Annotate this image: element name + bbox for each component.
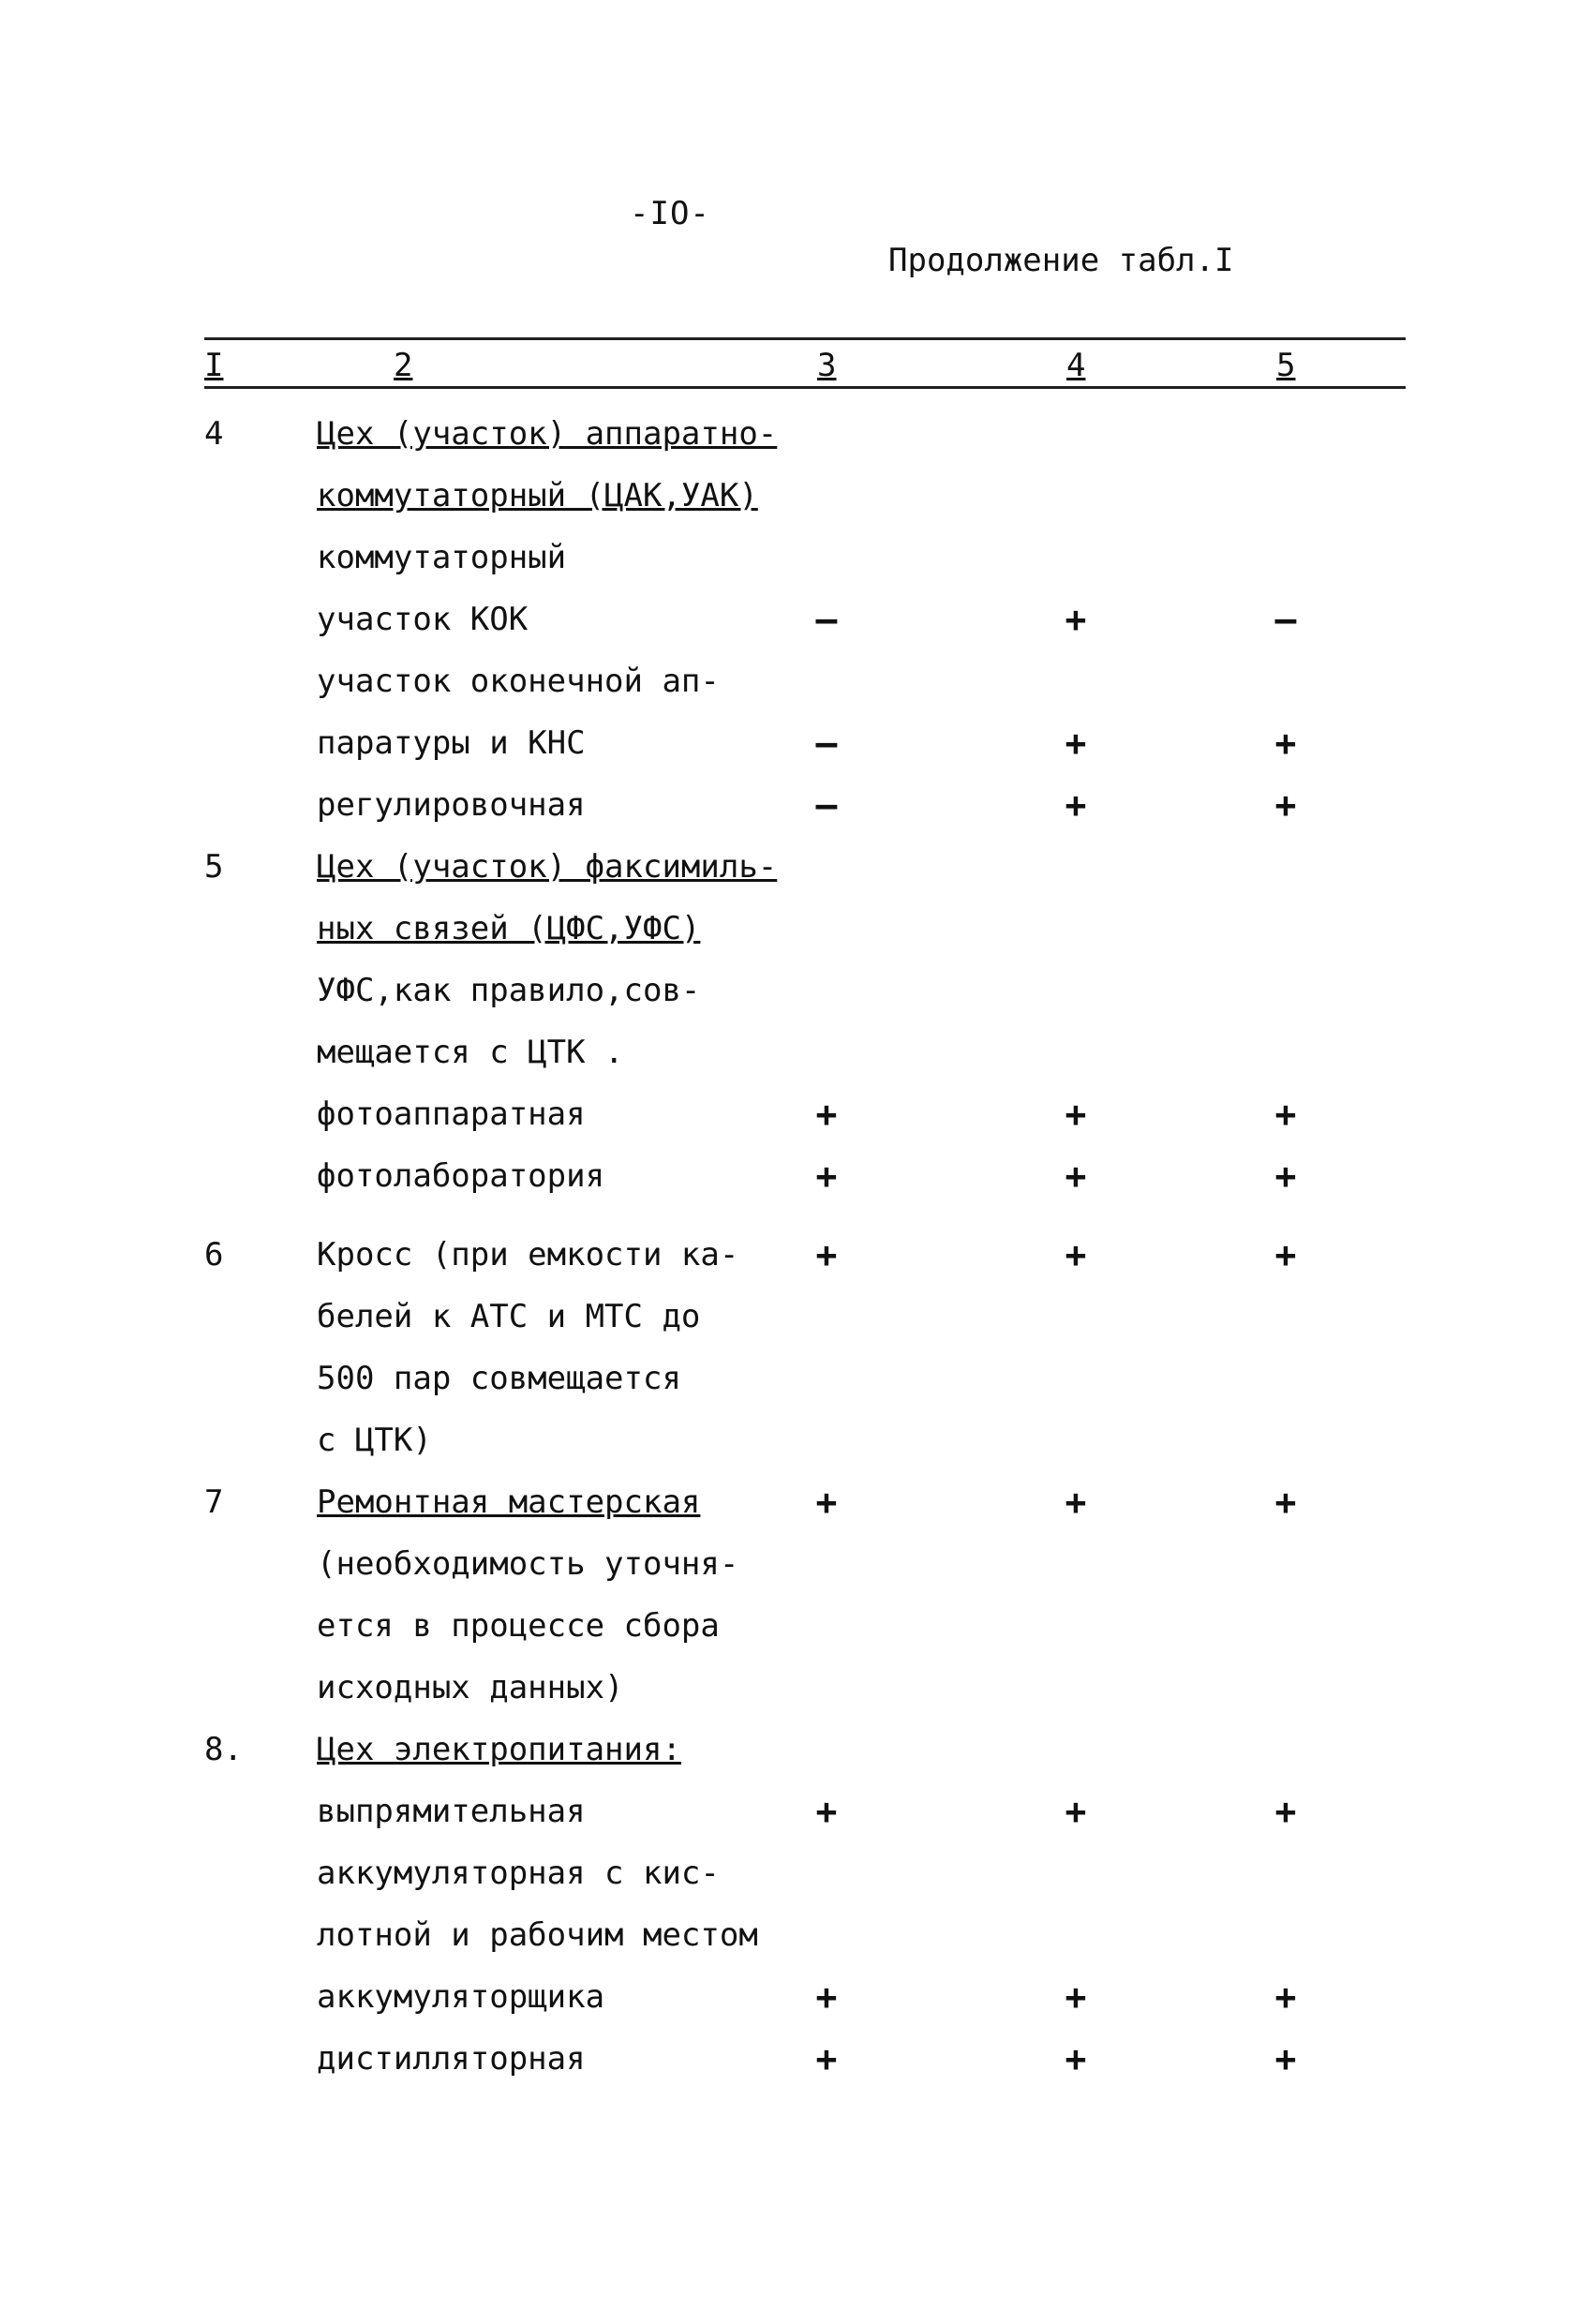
- mark-c4: +: [1065, 1234, 1087, 1275]
- row-description: Цех (участок) аппаратно-: [317, 415, 778, 453]
- row-description: дистилляторная: [317, 2040, 586, 2078]
- row-description: коммутаторный: [317, 539, 567, 576]
- row-description: фотолаборатория: [317, 1157, 605, 1195]
- row-description: регулировочная: [317, 786, 586, 824]
- mark-c3: +: [815, 1976, 838, 2018]
- row-description: исходных данных): [317, 1669, 624, 1706]
- mark-c5: +: [1274, 1155, 1297, 1197]
- table-row: [0, 1021, 1594, 1083]
- col-header-1: I: [204, 347, 224, 384]
- mark-c5: +: [1274, 784, 1297, 826]
- row-description: Цех (участок) факсимиль-: [317, 848, 778, 886]
- table-row: [0, 650, 1594, 712]
- mark-c4: +: [1065, 723, 1087, 764]
- table-row: [0, 1533, 1594, 1595]
- row-description: выпрямительная: [317, 1793, 586, 1830]
- row-description: мещается с ЦТК .: [317, 1034, 624, 1071]
- row-description: коммутаторный (ЦАК,УАК): [317, 477, 758, 514]
- mark-c4: +: [1065, 599, 1087, 640]
- table-row: [0, 527, 1594, 588]
- row-description: участок КОК: [317, 601, 529, 638]
- table-top-rule: [204, 337, 1406, 340]
- mark-c3: +: [815, 1094, 838, 1135]
- row-description: аккумуляторная с кис-: [317, 1855, 720, 1892]
- mark-c4: +: [1065, 1094, 1087, 1135]
- table-row: [0, 836, 1594, 898]
- mark-c4: +: [1065, 1791, 1087, 1832]
- table-row: [0, 1842, 1594, 1904]
- table-row: [0, 2028, 1594, 2090]
- mark-c4: +: [1065, 1976, 1087, 2018]
- mark-c3: +: [815, 1791, 838, 1832]
- row-description: аккумуляторщика: [317, 1978, 605, 2016]
- mark-c4: +: [1065, 784, 1087, 826]
- row-description: Кросс (при емкости ка-: [317, 1236, 739, 1274]
- mark-c3: –: [815, 599, 838, 640]
- mark-c4: +: [1065, 1482, 1087, 1523]
- row-description: ных связей (ЦФС,УФС): [317, 910, 701, 947]
- table-row: [0, 1780, 1594, 1842]
- table-row: [0, 1348, 1594, 1409]
- table-row: [0, 1595, 1594, 1657]
- mark-c3: +: [815, 1234, 838, 1275]
- table-row: [0, 1904, 1594, 1966]
- row-description: паратуры и КНС: [317, 724, 586, 762]
- mark-c5: +: [1274, 1234, 1297, 1275]
- table-row: [0, 1409, 1594, 1471]
- mark-c3: –: [815, 723, 838, 764]
- row-number: 6: [204, 1236, 224, 1274]
- table-row: [0, 1471, 1594, 1533]
- table-row: [0, 403, 1594, 465]
- table-row: [0, 1966, 1594, 2028]
- table-row: [0, 1145, 1594, 1207]
- mark-c5: +: [1274, 1482, 1297, 1523]
- table-row: [0, 1286, 1594, 1348]
- table-row: [0, 588, 1594, 650]
- row-number: 7: [204, 1483, 224, 1521]
- mark-c3: –: [815, 784, 838, 826]
- row-description: участок оконечной ап-: [317, 663, 720, 700]
- row-number: 8.: [204, 1731, 243, 1768]
- mark-c3: +: [815, 1482, 838, 1523]
- mark-c4: +: [1065, 1155, 1087, 1197]
- col-header-3: 3: [817, 347, 837, 384]
- mark-c3: +: [815, 1155, 838, 1197]
- table-row: [0, 1657, 1594, 1719]
- row-description: УФС,как правило,сов-: [317, 972, 701, 1009]
- row-description: белей к АТС и МТС до: [317, 1298, 701, 1335]
- table-row: [0, 774, 1594, 836]
- mark-c4: +: [1065, 2038, 1087, 2079]
- row-description: лотной и рабочим местом: [317, 1916, 758, 1954]
- col-header-5: 5: [1276, 347, 1296, 384]
- mark-c5: +: [1274, 1791, 1297, 1832]
- col-header-4: 4: [1066, 347, 1086, 384]
- mark-c5: +: [1274, 2038, 1297, 2079]
- mark-c5: –: [1274, 599, 1297, 640]
- mark-c5: +: [1274, 1976, 1297, 2018]
- row-number: 4: [204, 415, 224, 453]
- row-number: 5: [204, 848, 224, 886]
- row-description: 500 пар совмещается: [317, 1360, 681, 1397]
- table-row: [0, 465, 1594, 527]
- table-header-rule: [204, 386, 1406, 389]
- row-description: фотоаппаратная: [317, 1095, 586, 1133]
- table-continuation-label: Продолжение табл.I: [888, 242, 1234, 279]
- row-description: Ремонтная мастерская: [317, 1483, 701, 1521]
- row-description: (необходимость уточня-: [317, 1545, 739, 1583]
- col-header-2: 2: [394, 347, 413, 384]
- mark-c5: +: [1274, 1094, 1297, 1135]
- mark-c3: +: [815, 2038, 838, 2079]
- table-row: [0, 898, 1594, 960]
- table-row: [0, 1719, 1594, 1780]
- table-row: [0, 1083, 1594, 1145]
- table-row: [0, 960, 1594, 1021]
- table-row: [0, 712, 1594, 774]
- page-number: -IO-: [630, 195, 710, 232]
- row-description: Цех электропитания:: [317, 1731, 681, 1768]
- row-description: с ЦТК): [317, 1422, 432, 1459]
- mark-c5: +: [1274, 723, 1297, 764]
- row-description: ется в процессе сбора: [317, 1607, 720, 1645]
- table-row: [0, 1224, 1594, 1286]
